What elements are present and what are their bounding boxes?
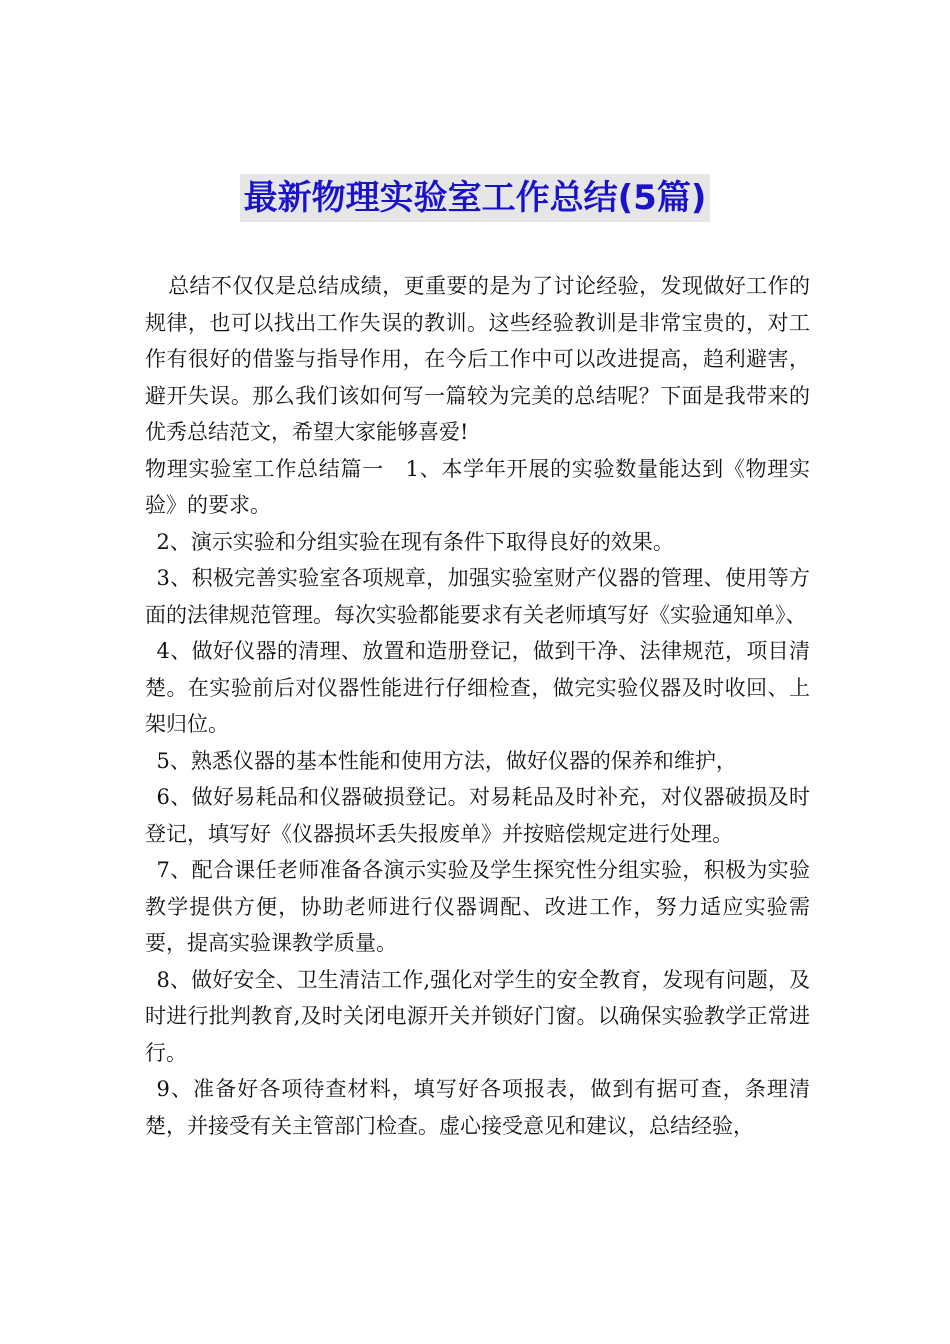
- section-heading-paragraph: 物理实验室工作总结篇一 1、本学年开展的实验数量能达到《物理实验》的要求。: [145, 456, 810, 517]
- item-paragraph-5: 5、熟悉仪器的基本性能和使用方法，做好仪器的保养和维护，: [156, 748, 737, 773]
- document-title: 最新物理实验室工作总结(5篇): [240, 174, 711, 222]
- item-paragraph-8: 8、做好安全、卫生清洁工作,强化对学生的安全教育，发现有问题，及时进行批判教育,及时关闭电源开关并锁好门窗。以确保实验教学正常进行。: [145, 967, 810, 1065]
- title-container: [0, 174, 950, 222]
- item-paragraph-2: 2、演示实验和分组实验在现有条件下取得良好的效果。: [156, 529, 674, 554]
- document-body: [145, 268, 810, 1144]
- item-paragraph-3: 3、积极完善实验室各项规章，加强实验室财产仪器的管理、使用等方面的法律规范管理。每次实验都能要求有关老师填写好《实验通知单》、: [145, 566, 810, 627]
- item-paragraph-6: 6、做好易耗品和仪器破损登记。对易耗品及时补充，对仪器破损及时登记，填写好《仪器损坏丢失报废单》并按赔偿规定进行处理。: [145, 785, 810, 846]
- item-paragraph-9: 9、准备好各项待查材料，填写好各项报表，做到有据可查，条理清楚，并接受有关主管部门检查。虚心接受意见和建议，总结经验，: [145, 1077, 810, 1138]
- intro-paragraph: 总结不仅仅是总结成绩，更重要的是为了讨论经验，发现做好工作的规律，也可以找出工作失误的教训。这些经验教训是非常宝贵的，对工作有很好的借鉴与指导作用，在今后工作中可以改进提高，趋利避害，避开失误。那么我们该如何写一篇较为完美的总结呢？下面是我带来的优秀总结范文，希望大家能够喜爱!: [145, 274, 810, 444]
- item-paragraph-4: 4、做好仪器的清理、放置和造册登记，做到干净、法律规范，项目清楚。在实验前后对仪器性能进行仔细检查，做完实验仪器及时收回、上架归位。: [145, 639, 810, 736]
- item-paragraph-7: 7、配合课任老师准备各演示实验及学生探究性分组实验，积极为实验教学提供方便，协助老师进行仪器调配、改进工作，努力适应实验需要，提高实验课教学质量。: [145, 858, 810, 955]
